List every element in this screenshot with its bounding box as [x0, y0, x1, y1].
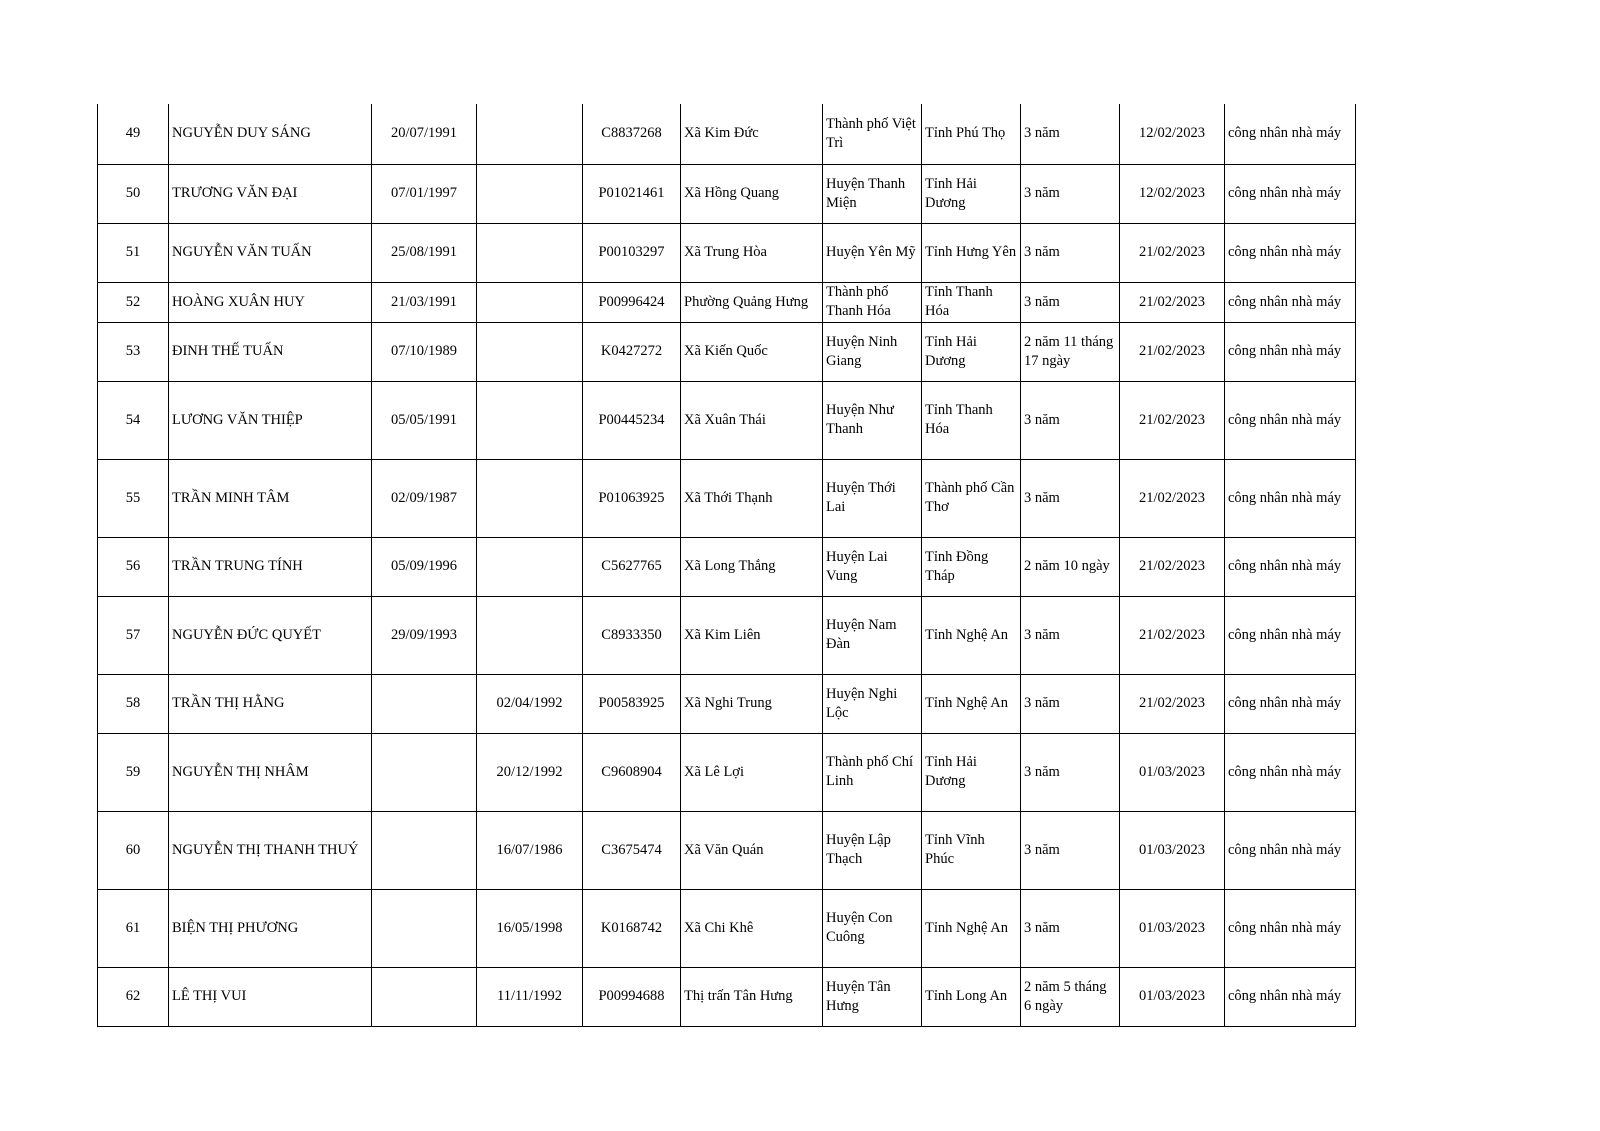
- dob-male-cell: 29/09/1993: [372, 596, 477, 674]
- commune-cell: Xã Long Thắng: [681, 537, 823, 596]
- contract-duration-cell: 3 năm: [1021, 282, 1120, 322]
- contract-duration-cell: 3 năm: [1021, 733, 1120, 811]
- district-cell: Huyện Nghi Lộc: [823, 674, 922, 733]
- contract-duration-cell: 3 năm: [1021, 104, 1120, 164]
- passport-number-cell: P00996424: [583, 282, 681, 322]
- province-cell: Thành phố Cần Thơ: [922, 459, 1021, 537]
- contract-duration-cell: 3 năm: [1021, 674, 1120, 733]
- row-number-cell: 52: [98, 282, 169, 322]
- commune-cell: Xã Nghi Trung: [681, 674, 823, 733]
- table-row: [98, 164, 1356, 223]
- date-cell: 01/03/2023: [1120, 889, 1225, 967]
- district-cell: Huyện Yên Mỹ: [823, 223, 922, 282]
- full-name-cell: NGUYỄN DUY SÁNG: [169, 104, 372, 164]
- commune-cell: Phường Quảng Hưng: [681, 282, 823, 322]
- date-cell: 12/02/2023: [1120, 104, 1225, 164]
- dob-male-cell: 07/10/1989: [372, 322, 477, 381]
- contract-duration-cell: 2 năm 5 tháng 6 ngày: [1021, 967, 1120, 1026]
- passport-number-cell: P01063925: [583, 459, 681, 537]
- dob-male-cell: 20/07/1991: [372, 104, 477, 164]
- province-cell: Tỉnh Hưng Yên: [922, 223, 1021, 282]
- district-cell: Huyện Ninh Giang: [823, 322, 922, 381]
- contract-duration-cell: 3 năm: [1021, 459, 1120, 537]
- full-name-cell: HOÀNG XUÂN HUY: [169, 282, 372, 322]
- dob-male-cell: 25/08/1991: [372, 223, 477, 282]
- row-number-cell: 58: [98, 674, 169, 733]
- date-cell: 21/02/2023: [1120, 674, 1225, 733]
- dob-female-cell: [477, 282, 583, 322]
- passport-number-cell: C8933350: [583, 596, 681, 674]
- full-name-cell: LÊ THỊ VUI: [169, 967, 372, 1026]
- full-name-cell: NGUYỄN VĂN TUẤN: [169, 223, 372, 282]
- worker-list-table: [97, 104, 1356, 1027]
- dob-female-cell: [477, 322, 583, 381]
- table-row: [98, 674, 1356, 733]
- date-cell: 21/02/2023: [1120, 459, 1225, 537]
- table-row: [98, 733, 1356, 811]
- full-name-cell: ĐINH THẾ TUẤN: [169, 322, 372, 381]
- job-cell: công nhân nhà máy: [1225, 223, 1356, 282]
- table-row: [98, 537, 1356, 596]
- contract-duration-cell: 2 năm 10 ngày: [1021, 537, 1120, 596]
- passport-number-cell: C8837268: [583, 104, 681, 164]
- date-cell: 01/03/2023: [1120, 811, 1225, 889]
- district-cell: Huyện Thới Lai: [823, 459, 922, 537]
- district-cell: Huyện Con Cuông: [823, 889, 922, 967]
- dob-female-cell: 16/05/1998: [477, 889, 583, 967]
- dob-female-cell: 11/11/1992: [477, 967, 583, 1026]
- commune-cell: Thị trấn Tân Hưng: [681, 967, 823, 1026]
- dob-male-cell: [372, 889, 477, 967]
- dob-female-cell: 16/07/1986: [477, 811, 583, 889]
- province-cell: Tỉnh Thanh Hóa: [922, 282, 1021, 322]
- contract-duration-cell: 3 năm: [1021, 596, 1120, 674]
- table-row: [98, 889, 1356, 967]
- district-cell: Huyện Thanh Miện: [823, 164, 922, 223]
- province-cell: Tỉnh Hải Dương: [922, 733, 1021, 811]
- full-name-cell: NGUYỄN ĐỨC QUYẾT: [169, 596, 372, 674]
- district-cell: Huyện Lập Thạch: [823, 811, 922, 889]
- row-number-cell: 51: [98, 223, 169, 282]
- row-number-cell: 62: [98, 967, 169, 1026]
- passport-number-cell: P00445234: [583, 381, 681, 459]
- passport-number-cell: P00103297: [583, 223, 681, 282]
- table-row: [98, 322, 1356, 381]
- job-cell: công nhân nhà máy: [1225, 164, 1356, 223]
- row-number-cell: 54: [98, 381, 169, 459]
- district-cell: Huyện Như Thanh: [823, 381, 922, 459]
- full-name-cell: TRẦN TRUNG TÍNH: [169, 537, 372, 596]
- dob-female-cell: [477, 459, 583, 537]
- row-number-cell: 49: [98, 104, 169, 164]
- full-name-cell: BIỆN THỊ PHƯƠNG: [169, 889, 372, 967]
- full-name-cell: TRẦN THỊ HẰNG: [169, 674, 372, 733]
- commune-cell: Xã Xuân Thái: [681, 381, 823, 459]
- date-cell: 21/02/2023: [1120, 537, 1225, 596]
- date-cell: 01/03/2023: [1120, 733, 1225, 811]
- dob-male-cell: [372, 811, 477, 889]
- full-name-cell: LƯƠNG VĂN THIỆP: [169, 381, 372, 459]
- row-number-cell: 53: [98, 322, 169, 381]
- passport-number-cell: K0427272: [583, 322, 681, 381]
- table-row: [98, 811, 1356, 889]
- row-number-cell: 55: [98, 459, 169, 537]
- district-cell: Thành phố Việt Trì: [823, 104, 922, 164]
- province-cell: Tỉnh Nghệ An: [922, 596, 1021, 674]
- job-cell: công nhân nhà máy: [1225, 322, 1356, 381]
- province-cell: Tỉnh Vĩnh Phúc: [922, 811, 1021, 889]
- job-cell: công nhân nhà máy: [1225, 104, 1356, 164]
- row-number-cell: 60: [98, 811, 169, 889]
- job-cell: công nhân nhà máy: [1225, 596, 1356, 674]
- dob-male-cell: [372, 967, 477, 1026]
- province-cell: Tỉnh Đồng Tháp: [922, 537, 1021, 596]
- job-cell: công nhân nhà máy: [1225, 674, 1356, 733]
- dob-female-cell: [477, 104, 583, 164]
- dob-female-cell: [477, 223, 583, 282]
- commune-cell: Xã Lê Lợi: [681, 733, 823, 811]
- full-name-cell: TRẦN MINH TÂM: [169, 459, 372, 537]
- commune-cell: Xã Trung Hòa: [681, 223, 823, 282]
- dob-female-cell: 02/04/1992: [477, 674, 583, 733]
- table-row: [98, 104, 1356, 164]
- passport-number-cell: K0168742: [583, 889, 681, 967]
- dob-female-cell: [477, 164, 583, 223]
- row-number-cell: 61: [98, 889, 169, 967]
- date-cell: 21/02/2023: [1120, 381, 1225, 459]
- table-body: [98, 104, 1356, 1026]
- date-cell: 01/03/2023: [1120, 967, 1225, 1026]
- row-number-cell: 59: [98, 733, 169, 811]
- job-cell: công nhân nhà máy: [1225, 967, 1356, 1026]
- job-cell: công nhân nhà máy: [1225, 537, 1356, 596]
- job-cell: công nhân nhà máy: [1225, 459, 1356, 537]
- commune-cell: Xã Kiến Quốc: [681, 322, 823, 381]
- province-cell: Tỉnh Hải Dương: [922, 164, 1021, 223]
- date-cell: 21/02/2023: [1120, 282, 1225, 322]
- province-cell: Tỉnh Phú Thọ: [922, 104, 1021, 164]
- district-cell: Huyện Lai Vung: [823, 537, 922, 596]
- table-row: [98, 381, 1356, 459]
- contract-duration-cell: 3 năm: [1021, 381, 1120, 459]
- commune-cell: Xã Kim Đức: [681, 104, 823, 164]
- table-row: [98, 459, 1356, 537]
- province-cell: Tỉnh Thanh Hóa: [922, 381, 1021, 459]
- dob-male-cell: 05/09/1996: [372, 537, 477, 596]
- dob-male-cell: [372, 733, 477, 811]
- district-cell: Thành phố Thanh Hóa: [823, 282, 922, 322]
- table-row: [98, 596, 1356, 674]
- job-cell: công nhân nhà máy: [1225, 282, 1356, 322]
- contract-duration-cell: 3 năm: [1021, 223, 1120, 282]
- job-cell: công nhân nhà máy: [1225, 889, 1356, 967]
- province-cell: Tỉnh Long An: [922, 967, 1021, 1026]
- passport-number-cell: C9608904: [583, 733, 681, 811]
- commune-cell: Xã Kim Liên: [681, 596, 823, 674]
- table-row: [98, 967, 1356, 1026]
- full-name-cell: NGUYỄN THỊ THANH THUÝ: [169, 811, 372, 889]
- job-cell: công nhân nhà máy: [1225, 733, 1356, 811]
- row-number-cell: 56: [98, 537, 169, 596]
- dob-male-cell: 21/03/1991: [372, 282, 477, 322]
- commune-cell: Xã Thới Thạnh: [681, 459, 823, 537]
- job-cell: công nhân nhà máy: [1225, 381, 1356, 459]
- province-cell: Tỉnh Nghệ An: [922, 674, 1021, 733]
- table-row: [98, 223, 1356, 282]
- dob-male-cell: 02/09/1987: [372, 459, 477, 537]
- district-cell: Thành phố Chí Linh: [823, 733, 922, 811]
- dob-male-cell: [372, 674, 477, 733]
- contract-duration-cell: 3 năm: [1021, 164, 1120, 223]
- passport-number-cell: P01021461: [583, 164, 681, 223]
- passport-number-cell: C3675474: [583, 811, 681, 889]
- table-row: [98, 282, 1356, 322]
- date-cell: 21/02/2023: [1120, 223, 1225, 282]
- contract-duration-cell: 2 năm 11 tháng 17 ngày: [1021, 322, 1120, 381]
- dob-female-cell: [477, 596, 583, 674]
- commune-cell: Xã Hồng Quang: [681, 164, 823, 223]
- district-cell: Huyện Nam Đàn: [823, 596, 922, 674]
- district-cell: Huyện Tân Hưng: [823, 967, 922, 1026]
- job-cell: công nhân nhà máy: [1225, 811, 1356, 889]
- passport-number-cell: P00583925: [583, 674, 681, 733]
- province-cell: Tỉnh Nghệ An: [922, 889, 1021, 967]
- dob-male-cell: 07/01/1997: [372, 164, 477, 223]
- dob-male-cell: 05/05/1991: [372, 381, 477, 459]
- row-number-cell: 57: [98, 596, 169, 674]
- contract-duration-cell: 3 năm: [1021, 811, 1120, 889]
- passport-number-cell: P00994688: [583, 967, 681, 1026]
- dob-female-cell: 20/12/1992: [477, 733, 583, 811]
- full-name-cell: NGUYỄN THỊ NHÂM: [169, 733, 372, 811]
- commune-cell: Xã Văn Quán: [681, 811, 823, 889]
- date-cell: 21/02/2023: [1120, 322, 1225, 381]
- commune-cell: Xã Chi Khê: [681, 889, 823, 967]
- province-cell: Tỉnh Hải Dương: [922, 322, 1021, 381]
- full-name-cell: TRƯƠNG VĂN ĐẠI: [169, 164, 372, 223]
- row-number-cell: 50: [98, 164, 169, 223]
- dob-female-cell: [477, 381, 583, 459]
- passport-number-cell: C5627765: [583, 537, 681, 596]
- dob-female-cell: [477, 537, 583, 596]
- date-cell: 12/02/2023: [1120, 164, 1225, 223]
- contract-duration-cell: 3 năm: [1021, 889, 1120, 967]
- date-cell: 21/02/2023: [1120, 596, 1225, 674]
